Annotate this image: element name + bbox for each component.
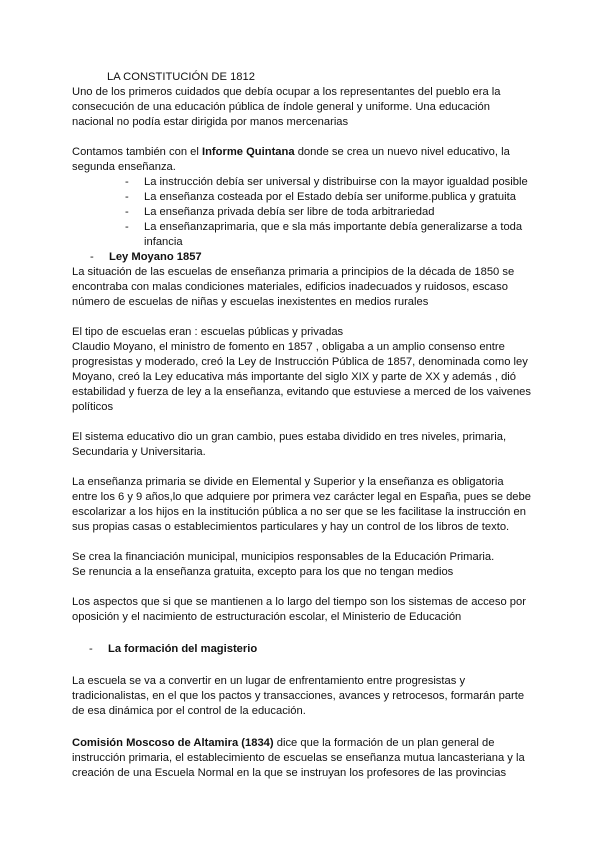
- paragraph-renuncia: Se renuncia a la enseñanza gratuita, excepto para los que no tengan medios: [72, 566, 454, 578]
- paragraph-sistema-educativo: El sistema educativo dio un gran cambio, pues estaba dividido en tres niveles, primaria, Secundaria y Universitaria.: [72, 431, 507, 458]
- list-item-text: La enseñanzaprimaria, que e sla más importante debía generalizarse a toda infancia: [144, 221, 523, 248]
- document-title: LA CONSTITUCIÓN DE 1812: [107, 71, 255, 83]
- comision-moscoso-bold: Comisión Moscoso de Altamira (1834): [72, 737, 274, 749]
- heading-ley-moyano: [72, 250, 532, 265]
- list-item: [72, 220, 532, 250]
- document-page: [72, 70, 532, 781]
- informe-quintana-pre: Contamos también con el: [72, 146, 202, 158]
- list-item-text: La instrucción debía ser universal y distribuirse con la mayor igualdad posible: [144, 176, 528, 188]
- paragraph-situacion-escuelas: La situación de las escuelas de enseñanza primaria a principios de la década de 1850 se encontraba con malas condiciones materiales, edificios inadecuados y ruidosos, escaso número de escuelas de niñas y escuelas inexistentes en medios rurales: [72, 266, 515, 308]
- paragraph-financiacion: Se crea la financiación municipal, municipios responsables de la Educación Primaria.: [72, 551, 495, 563]
- list-item-text: La enseñanza privada debía ser libre de toda arbitrariedad: [144, 206, 435, 218]
- paragraph-comision-moscoso: [72, 736, 532, 781]
- dash-bullet: -: [90, 251, 94, 263]
- dash-bullet: -: [125, 206, 129, 218]
- paragraph-ensenanza-primaria: La enseñanza primaria se divide en Elemental y Superior y la enseñanza es obligatoria entre los 6 y 9 años,lo que adquiere por primera vez carácter legal en España, pues se debe escolarizar a los hijos en la institución pública a no ser que se les facilitase la instrucción en sus propias casas o establecimientos particulares y hay un control de los libros de texto.: [72, 476, 531, 533]
- quintana-principles-list: [72, 175, 532, 250]
- paragraph-aspectos: Los aspectos que si que se mantienen a lo largo del tiempo son los sistemas de acceso por oposición y el nacimiento de estructuración escolar, el Ministerio de Educación: [72, 596, 526, 623]
- dash-bullet: -: [125, 221, 129, 233]
- informe-quintana-post: donde se crea un nuevo nivel educativo, la segunda enseñanza.: [72, 146, 510, 173]
- paragraph-claudio-moyano: Claudio Moyano, el ministro de fomento en 1857 , obligaba a un amplio consenso entre progresistas y moderado, creó la Ley de Instrucción Pública de 1857, denominada como ley Moyano, creó la Ley educativa más importante del siglo XIX y parte de XX y además , dió estabilidad y fuerza de ley a la enseñanza, evitando que estuviese a merced de los vaivenes políticos: [72, 341, 531, 413]
- heading-formacion-magisterio-text: La formación del magisterio: [108, 643, 258, 655]
- paragraph-tipo-escuelas: El tipo de escuelas eran : escuelas públicas y privadas: [72, 326, 344, 338]
- paragraph-escuela-enfrentamiento: La escuela se va a convertir en un lugar de enfrentamiento entre progresistas y tradicionalistas, en el que los pactos y transacciones, avances y retrocesos, formarán parte de esa dinámica por el control de la educación.: [72, 675, 525, 717]
- heading-ley-moyano-text: Ley Moyano 1857: [109, 251, 202, 263]
- comision-moscoso-post: dice que la formación de un plan general de instrucción primaria, el establecimiento de escuelas se enseñanza mutua lancasteriana y la creación de una Escuela Normal en la que se instruyan los profesores de las provincias: [72, 737, 525, 779]
- paragraph-informe-quintana: [72, 145, 532, 175]
- dash-bullet: -: [125, 176, 129, 188]
- list-item: [72, 205, 532, 220]
- list-item: [72, 175, 532, 190]
- list-item-text: La enseñanza costeada por el Estado debía ser uniforme.publica y gratuita: [144, 191, 516, 203]
- dash-bullet: -: [89, 643, 93, 655]
- heading-formacion-magisterio: [72, 642, 532, 657]
- list-item: [72, 190, 532, 205]
- paragraph-constitucion: Uno de los primeros cuidados que debía ocupar a los representantes del pueblo era la consecución de una educación pública de índole general y uniforme. Una educación nacional no podía estar dirigida por manos mercenarias: [72, 86, 501, 128]
- informe-quintana-bold: Informe Quintana: [201, 146, 295, 158]
- dash-bullet: -: [125, 191, 129, 203]
